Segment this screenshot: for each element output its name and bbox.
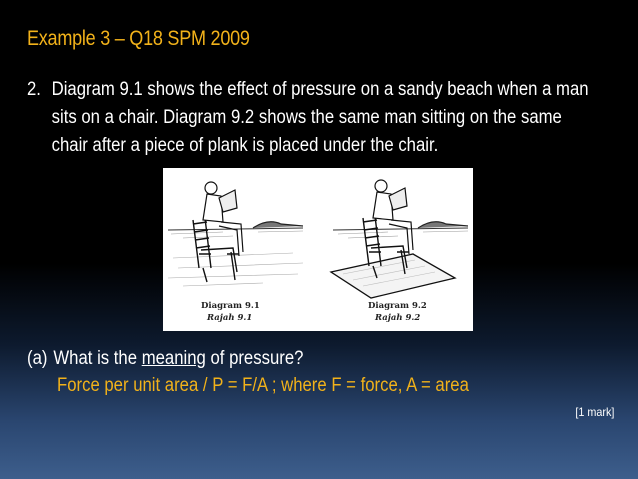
- part-a-question-text: What is the meaning of pressure?: [53, 348, 304, 369]
- part-a-label: (a): [27, 348, 48, 369]
- diagram-figure: [163, 168, 473, 331]
- keyword-meaning: meaning: [141, 348, 206, 369]
- caption-rajah-9-2: Rajah 9.2: [375, 313, 421, 323]
- caption-diagram-9-1: Diagram 9.1: [201, 301, 260, 311]
- slide-title: Example 3 – Q18 SPM 2009: [27, 27, 250, 50]
- caption-diagram-9-2: Diagram 9.2: [368, 301, 427, 311]
- part-a-answer: Force per unit area / P = F/A ; where F = force, A = area: [57, 375, 469, 396]
- question-text: Diagram 9.1 shows the effect of pressure on a sandy beach when a man sits on a chair. Diagram 9.2 shows the same man sitting on the same chair after a piece of plank is placed under the chair.: [51, 79, 589, 156]
- question-number: 2.: [27, 79, 41, 100]
- diagram-9-1-scene: [168, 182, 303, 323]
- marks-label: [1 mark]: [574, 405, 614, 419]
- diagram-illustration: [163, 168, 473, 331]
- caption-rajah-9-1: Rajah 9.1: [207, 313, 253, 323]
- diagram-9-2-scene: [331, 180, 468, 323]
